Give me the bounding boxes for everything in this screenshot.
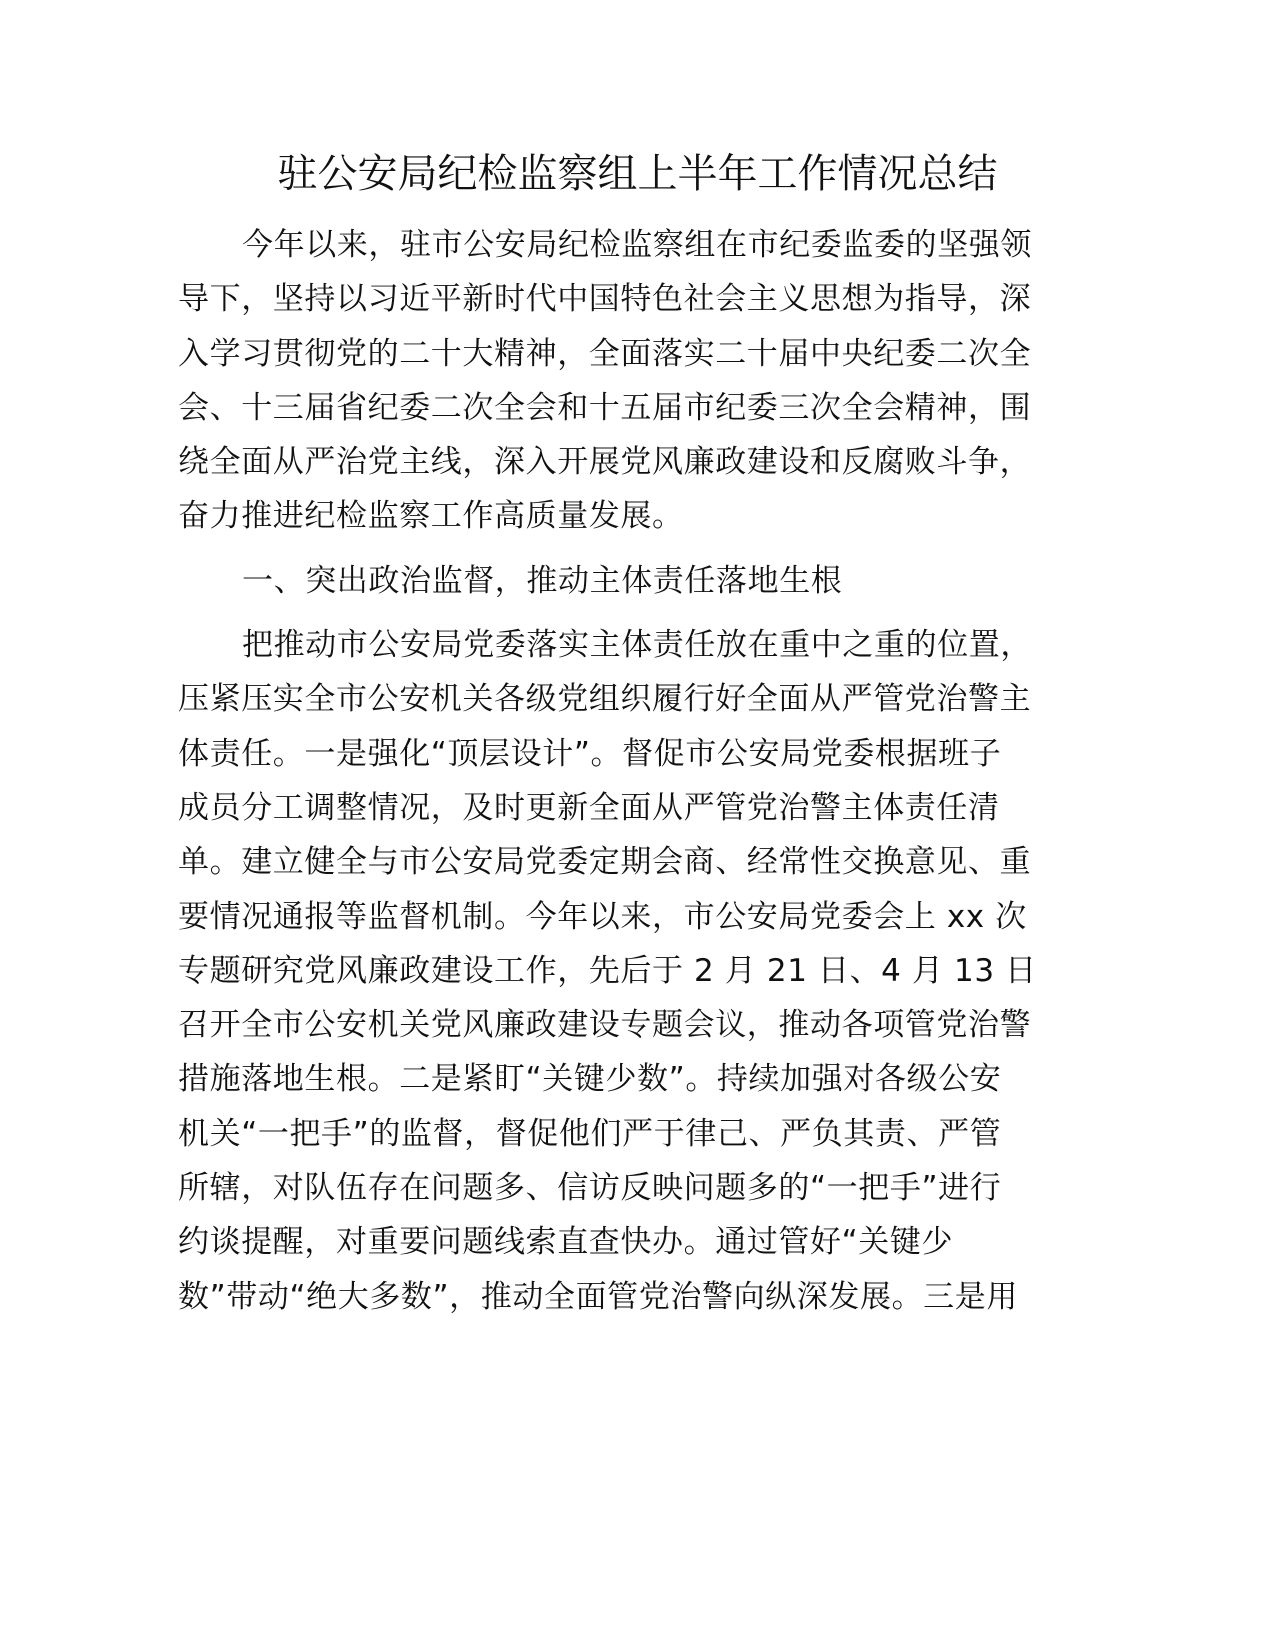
section-heading: 一、突出政治监督，推动主体责任落地生根 xyxy=(242,562,843,599)
paragraph-spacer xyxy=(178,608,1038,618)
paragraph-line: 体责任。一是强化“顶层设计”。督促市公安局党委根据班子 xyxy=(178,735,1002,772)
paragraph-line: 今年以来，驻市公安局纪检监察组在市纪委监委的坚强领 xyxy=(242,227,1032,263)
paragraph-line: 奋力推进纪检监察工作高质量发展。 xyxy=(178,498,684,535)
intro-paragraph xyxy=(178,218,1038,544)
paragraph-line: 单。建立健全与市公安局党委定期会商、经常性交换意见、重 xyxy=(178,844,1032,881)
paragraph-line: 绕全面从严治党主线，深入开展党风廉政建设和反腐败斗争， xyxy=(178,444,1032,481)
paragraph-line: 把推动市公安局党委落实主体责任放在重中之重的位置， xyxy=(242,627,1032,664)
paragraph-line: 导下，坚持以习近平新时代中国特色社会主义思想为指导，深 xyxy=(178,281,1032,318)
paragraph-line: 机关“一把手”的监督，督促他们严于律己、严负其责、严管 xyxy=(178,1115,1002,1152)
paragraph-spacer xyxy=(178,544,1038,554)
paragraph-line: 入学习贯彻党的二十大精神，全面落实二十届中央纪委二次全 xyxy=(178,335,1032,372)
document-body xyxy=(178,218,1038,1324)
paragraph-line: 所辖，对队伍存在问题多、信访反映问题多的“一把手”进行 xyxy=(178,1170,1002,1207)
paragraph-line: 成员分工调整情况，及时更新全面从严管党治警主体责任清 xyxy=(178,789,1000,826)
document-title: 驻公安局纪检监察组上半年工作情况总结 xyxy=(277,151,998,197)
paragraph-line: 专题研究党风廉政建设工作，先后于 2 月 21 日、4 月 13 日 xyxy=(178,952,1037,989)
section-1-paragraph xyxy=(178,618,1038,1324)
paragraph-line: 要情况通报等监督机制。今年以来，市公安局党委会上 xx 次 xyxy=(178,898,1027,935)
paragraph-line: 数”带动“绝大多数”，推动全面管党治警向纵深发展。三是用 xyxy=(178,1278,1018,1315)
paragraph-line: 措施落地生根。二是紧盯“关键少数”。持续加强对各级公安 xyxy=(178,1061,1002,1098)
paragraph-line: 召开全市公安机关党风廉政建设专题会议，推动各项管党治警 xyxy=(178,1007,1032,1044)
paragraph-line: 压紧压实全市公安机关各级党组织履行好全面从严管党治警主 xyxy=(178,681,1032,718)
paragraph-line: 约谈提醒，对重要问题线索直查快办。通过管好“关键少 xyxy=(178,1224,954,1261)
paragraph-line: 会、十三届省纪委二次全会和十五届市纪委三次全会精神，围 xyxy=(178,389,1032,426)
